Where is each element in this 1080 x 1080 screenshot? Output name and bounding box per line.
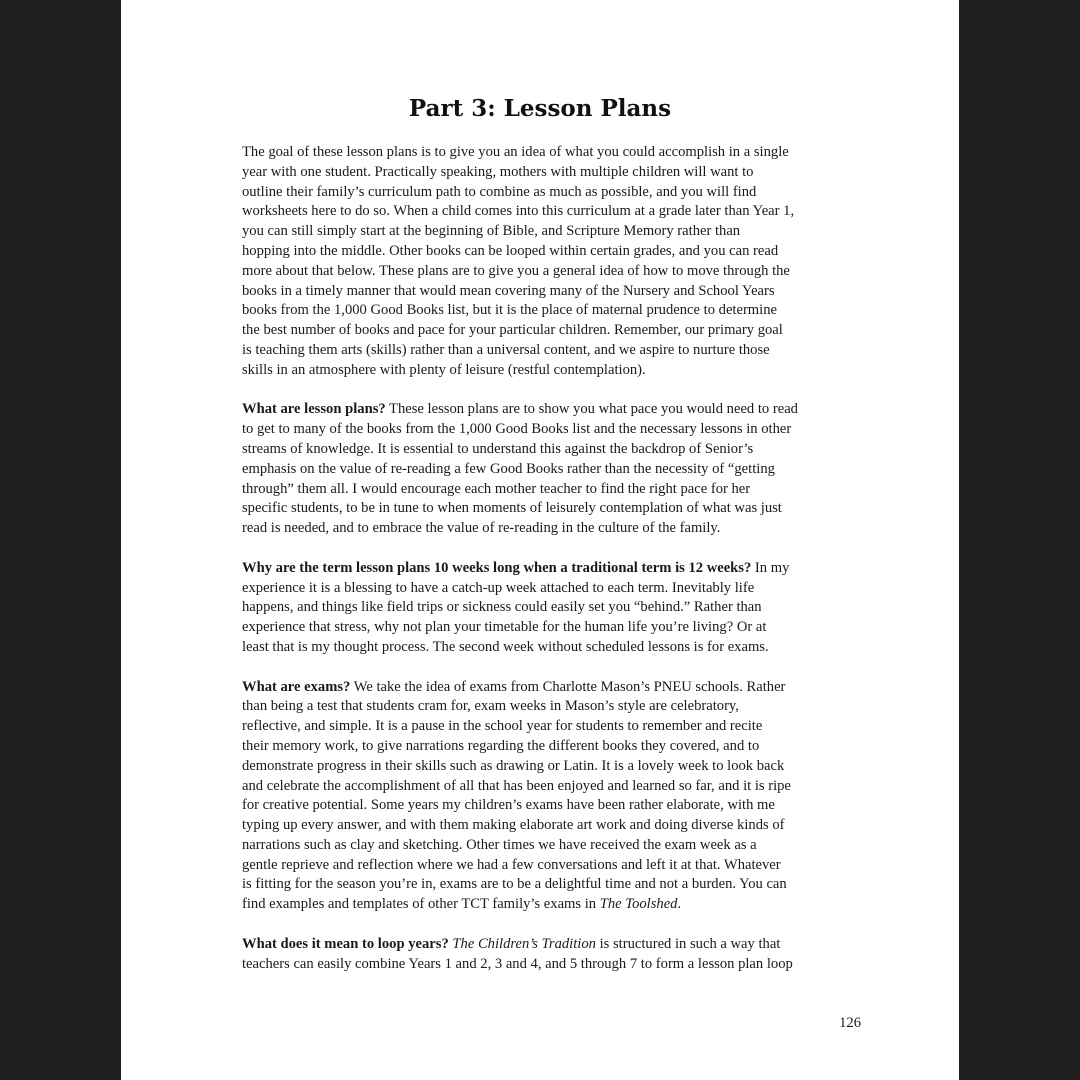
page-body <box>242 143 862 994</box>
text-run: . <box>677 896 682 913</box>
text-run: We take the idea of exams from Charlotte Mason’s PNEU schools. Rather <box>350 678 786 695</box>
text-run: find examples and templates of other TCT family’s exams in <box>242 896 600 913</box>
text-line: reflective, and simple. It is a pause in the school year for students to remember and recite <box>242 718 763 735</box>
text-line: experience it is a blessing to have a catch-up week attached to each term. Inevitably life <box>242 579 755 596</box>
text-line: and celebrate the accomplishment of all that has been enjoyed and learned so far, and it is ripe <box>242 777 791 794</box>
text-line: worksheets here to do so. When a child comes into this curriculum at a grade later than Year 1, <box>242 203 795 220</box>
text-line: streams of knowledge. It is essential to understand this against the backdrop of Senior’s <box>242 440 754 457</box>
text-line: year with one student. Practically speaking, mothers with multiple children will want to <box>242 163 754 180</box>
loop-years-paragraph <box>242 935 862 975</box>
text-line: The goal of these lesson plans is to give you an idea of what you could accomplish in a single <box>242 144 789 160</box>
text-line: gentle reprieve and reflection where we had a few conversations and left it at that. Whatever <box>242 856 781 873</box>
text-line <box>242 400 862 420</box>
intro-paragraph <box>242 143 862 381</box>
exams-paragraph <box>242 678 862 916</box>
book-title: The Children’s Tradition <box>452 935 596 952</box>
text-line <box>242 678 862 698</box>
text-run: is structured in such a way that <box>595 935 781 952</box>
text-line: narrations such as clay and sketching. Other times we have received the exam week as a <box>242 836 757 853</box>
text-line: skills in an atmosphere with plenty of leisure (restful contemplation). <box>242 361 646 378</box>
book-title: The Toolshed <box>599 896 678 913</box>
text-line: the best number of books and pace for your particular children. Remember, our primary goal <box>242 322 783 339</box>
page-title: Part 3: Lesson Plans <box>408 95 672 122</box>
text-run: These lesson plans are to show you what pace you would need to read <box>385 401 798 418</box>
text-line: read is needed, and to embrace the value of re-reading in the culture of the family. <box>242 520 721 537</box>
text-line: is fitting for the season you’re in, exams are to be a delightful time and not a burden. You can <box>242 876 787 893</box>
text-run: In my <box>751 559 790 576</box>
question-heading: What are lesson plans? <box>242 401 386 418</box>
text-line: through” them all. I would encourage each mother teacher to find the right pace for her <box>242 480 751 497</box>
text-line: teachers can easily combine Years 1 and 2, 3 and 4, and 5 through 7 to form a lesson plan loop <box>242 955 793 972</box>
text-line: typing up every answer, and with them making elaborate art work and doing diverse kinds of <box>242 817 785 834</box>
text-line: than being a test that students cram for, exam weeks in Mason’s style are celebratory, <box>242 698 739 715</box>
term-length-paragraph <box>242 559 862 658</box>
text-line: outline their family’s curriculum path to combine as much as possible, and you will find <box>242 183 757 200</box>
text-line: you can still simply start at the beginning of Bible, and Scripture Memory rather than <box>242 223 741 240</box>
text-line: to get to many of the books from the 1,000 Good Books list and the necessary lessons in other <box>242 421 792 438</box>
document-page <box>121 0 959 1080</box>
question-heading: Why are the term lesson plans 10 weeks long when a traditional term is 12 weeks? <box>242 559 752 576</box>
text-line: books in a timely manner that would mean covering many of the Nursery and School Years <box>242 282 775 299</box>
text-line: their memory work, to give narrations regarding the different books they covered, and to <box>242 737 760 754</box>
text-line: hopping into the middle. Other books can be looped within certain grades, and you can read <box>242 242 779 259</box>
text-line <box>242 935 862 955</box>
text-line: more about that below. These plans are to give you a general idea of how to move through the <box>242 262 790 279</box>
page-number: 126 <box>839 1015 861 1031</box>
question-heading: What are exams? <box>242 678 351 695</box>
text-line: is teaching them arts (skills) rather than a universal content, and we aspire to nurture those <box>242 341 770 358</box>
text-line <box>242 559 862 579</box>
lesson-plans-paragraph <box>242 400 862 539</box>
text-line: least that is my thought process. The second week without scheduled lessons is for exams. <box>242 638 769 655</box>
text-line: specific students, to be in tune to when moments of leisurely contemplation of what was just <box>242 500 782 517</box>
text-line: happens, and things like field trips or sickness could easily set you “behind.” Rather than <box>242 599 762 616</box>
text-line <box>242 895 862 915</box>
text-line: emphasis on the value of re-reading a few Good Books rather than the necessity of “getting <box>242 460 775 477</box>
text-line: books from the 1,000 Good Books list, but it is the place of maternal prudence to determine <box>242 302 777 319</box>
question-heading: What does it mean to loop years? <box>242 935 449 952</box>
text-line: experience that stress, why not plan your timetable for the human life you’re living? Or at <box>242 619 767 636</box>
text-line: demonstrate progress in their skills such as drawing or Latin. It is a lovely week to look back <box>242 757 785 774</box>
text-line: for creative potential. Some years my children’s exams have been rather elaborate, with me <box>242 797 775 814</box>
